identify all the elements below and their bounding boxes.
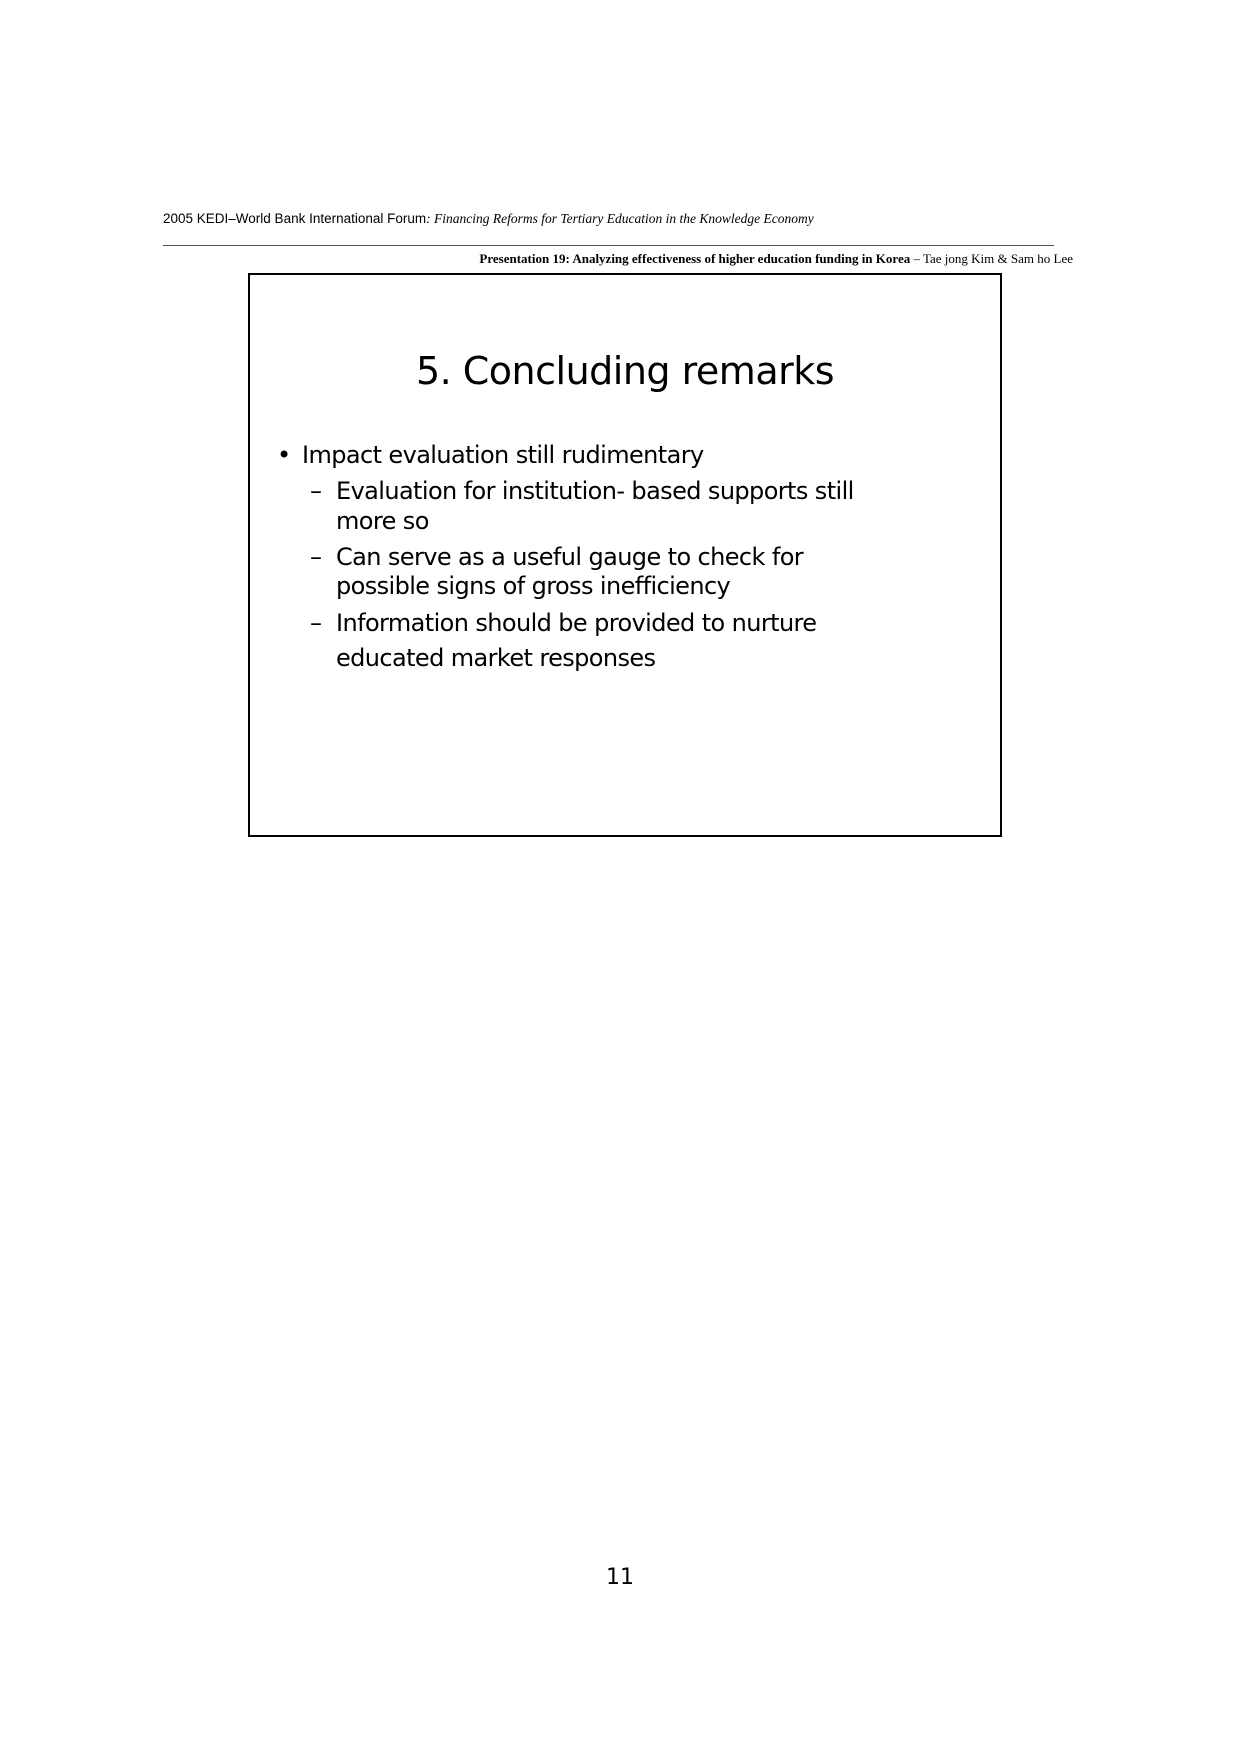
running-header: [163, 211, 814, 227]
sub-bullet-line: educated market responses: [336, 644, 656, 672]
sub-bullet-line: Can serve as a useful gauge to check for: [336, 543, 804, 571]
sub-bullet-line: Evaluation for institution- based supports still: [336, 477, 854, 505]
forum-name: 2005 KEDI–World Bank International Forum: [163, 211, 427, 226]
sub-bullet-line: more so: [336, 507, 429, 535]
dash-icon: –: [310, 543, 322, 571]
page-number: 11: [606, 1565, 634, 1590]
bullet-text: Impact evaluation still rudimentary: [302, 441, 704, 469]
header-rule: [163, 245, 1054, 246]
bullet-icon: •: [277, 441, 291, 469]
slide-frame: [248, 273, 1002, 837]
dash-icon: –: [310, 477, 322, 505]
dash-icon: –: [310, 609, 322, 637]
sub-bullet-line: possible signs of gross inefficiency: [336, 572, 731, 600]
forum-subtitle: : Financing Reforms for Tertiary Education in the Knowledge Economy: [426, 211, 814, 226]
sub-bullet-line: Information should be provided to nurture: [336, 609, 817, 637]
slide-title: 5. Concluding remarks: [415, 349, 835, 393]
presentation-title: Presentation 19: Analyzing effectiveness of higher education funding in Korea: [479, 251, 911, 266]
presentation-line: [479, 251, 1073, 267]
authors: – Tae jong Kim & Sam ho Lee: [910, 251, 1073, 266]
